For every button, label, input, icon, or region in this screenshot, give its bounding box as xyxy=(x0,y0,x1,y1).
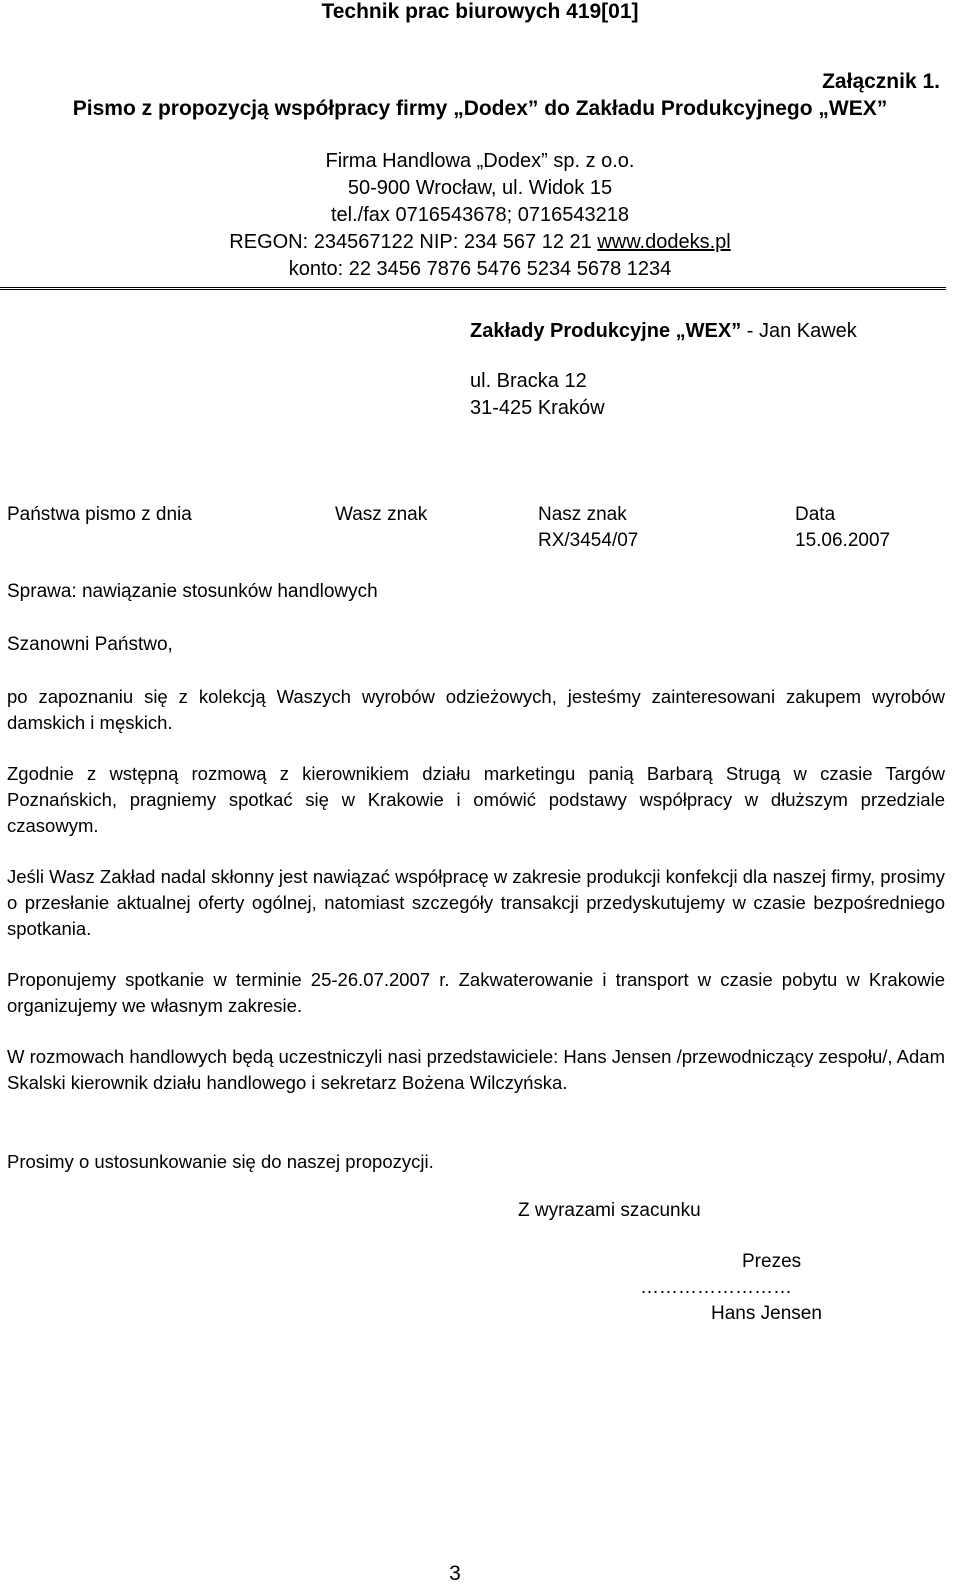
signer-position: Prezes xyxy=(742,1251,802,1272)
sender-name: Firma Handlowa „Dodex” sp. z o.o. xyxy=(325,150,635,172)
sender-regon: REGON: 234567122 NIP: 234 567 12 21 xyxy=(229,231,598,253)
body-paragraph: W rozmowach handlowych będą uczestniczyli nasi przedstawiciele: Hans Jensen /przewodniczący zespołu/, Adam Skalski kierownik działu handlowego i sekretarz Bożena Wilczyńska. xyxy=(7,1046,945,1093)
annex-label: Załącznik 1. xyxy=(822,70,940,93)
sender-phone: tel./fax 0716543678; 0716543218 xyxy=(330,204,630,226)
signature-line: …………………… xyxy=(640,1277,792,1298)
sender-address: 50-900 Wrocław, ul. Widok 15 xyxy=(347,177,613,199)
body-paragraph: Jeśli Wasz Zakład nadal skłonny jest nawiązać współpracę w zakresie produkcji konfekcji dla naszej firmy, prosimy o przesłanie aktualnej oferty ogólnej, natomiast szczegóły transakcji przedyskutujemy w czasie bezpośredniego spotkania. xyxy=(7,866,945,939)
date-value: 15.06.2007 xyxy=(795,530,891,551)
our-ref-value: RX/3454/07 xyxy=(538,530,639,551)
sender-website-link[interactable]: www.dodeks.pl xyxy=(597,231,731,253)
recipient-person: - Jan Kawek xyxy=(741,320,857,342)
body-paragraph: Prosimy o ustosunkowanie się do naszej propozycji. xyxy=(7,1151,434,1172)
your-letter-date-label: Państwa pismo z dnia xyxy=(7,504,192,525)
recipient-street: ul. Bracka 12 xyxy=(470,370,587,392)
recipient-city: 31-425 Kraków xyxy=(470,397,605,419)
sender-regon-line xyxy=(0,231,960,254)
document-title: Technik prac biurowych 419[01] xyxy=(321,0,639,23)
body-paragraph: Zgodnie z wstępną rozmową z kierownikiem działu marketingu panią Barbarą Strugą w czasie Targów Poznańskich, pragniemy spotkać się w Krakowie i omówić podstawy współpracy w dłuższym przedziale czasowym. xyxy=(7,763,945,836)
letter-subject: Sprawa: nawiązanie stosunków handlowych xyxy=(7,581,378,602)
letter-subject-title: Pismo z propozycją współpracy firmy „Dodex” do Zakładu Produkcyjnego „WEX” xyxy=(72,97,888,120)
header-divider xyxy=(0,287,946,290)
recipient-company: Zakłady Produkcyjne „WEX” xyxy=(470,320,742,342)
page-number: 3 xyxy=(449,1562,461,1585)
closing-regards: Z wyrazami szacunku xyxy=(518,1200,701,1221)
sender-account: konto: 22 3456 7876 5476 5234 5678 1234 xyxy=(288,258,672,280)
signer-name: Hans Jensen xyxy=(711,1303,822,1324)
recipient-name-line xyxy=(470,320,857,343)
greeting: Szanowni Państwo, xyxy=(7,634,173,655)
our-ref-label: Nasz znak xyxy=(538,504,627,525)
date-label: Data xyxy=(795,504,836,525)
your-ref-label: Wasz znak xyxy=(335,504,428,525)
body-paragraph: Proponujemy spotkanie w terminie 25-26.07.2007 r. Zakwaterowanie i transport w czasie pobytu w Krakowie organizujemy we własnym zakresie. xyxy=(7,969,945,1016)
body-paragraph: po zapoznaniu się z kolekcją Waszych wyrobów odzieżowych, jesteśmy zainteresowani zakupem wyrobów damskich i męskich. xyxy=(7,686,945,733)
